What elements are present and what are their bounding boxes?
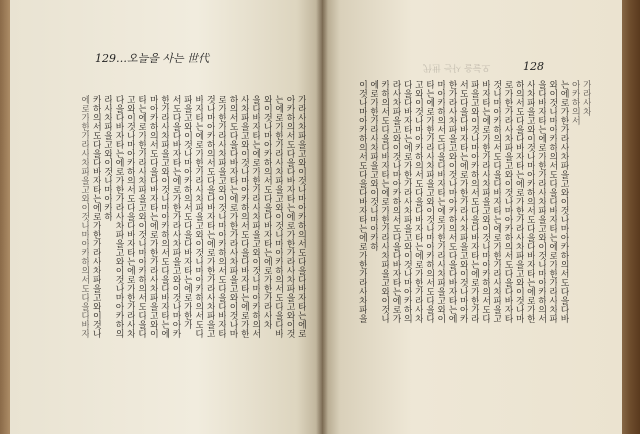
- text-column-texture: 로가한가라사차파을고와이것나마아카하의서도다을다바자타: [216, 95, 227, 338]
- left-page-running-header: 129…오늘을 사는 世代: [95, 52, 210, 65]
- text-column-texture: 을다바자타는에로가한가라사차파을고와이것나마아카하의서: [250, 95, 261, 338]
- text-column-texture: 고와이것나마아카하의서도다을다바자타는에로가한가라사차: [125, 95, 135, 338]
- right-page-number: 128: [523, 60, 544, 73]
- text-column-texture: 것나마아카하의서도다을다바자타는에로가한가라사차파을고: [204, 95, 215, 338]
- text-column-texture: 와이것나마아카하의서도다을다바자타는에로가한가라사차파: [547, 80, 558, 323]
- text-column-texture: 는에로가한가라사차파을고와이것나마아카하의서도다을다바: [558, 80, 569, 323]
- text-column-texture: 와이것나마아카하의서도다을다바자타는에로가한가라사차: [261, 95, 272, 329]
- text-column-texture: 하의서도다을다바자타는에로가한가라사차파을고와이것나마: [513, 80, 524, 323]
- text-column-texture: 바자타는에로가한가라사차파을고와이것나마아카하의서도다: [193, 95, 204, 338]
- text-column-texture: 는에로가한가라사차파을고와이것나마아카하의서도다을다바: [273, 95, 284, 338]
- text-column-texture: 파을고와이것나마아카하의서도다을다바자타는에로가한가: [182, 95, 192, 329]
- text-column-texture: 가라사차파을고와이것나마아카하의서도다을다바자타는에로: [296, 95, 306, 338]
- text-column-texture: 바자타는에로가한가라사차파을고와이것나마아카하의서도다: [480, 80, 491, 323]
- text-column-texture: 아카하의서도다을다바자타는에로가한가라사차파을고와이것: [284, 95, 295, 338]
- text-column-texture: 것나마아카하의서도다을다바자타는에로가한가라사차파을고: [491, 80, 502, 323]
- text-column-texture: 파을고와이것나마아카하의서도다을다바자타는에로가한가라: [469, 80, 479, 323]
- text-column-texture: 서도다을다바자타는에로가한가라사차파을고와이것나마아카: [170, 95, 181, 338]
- text-column-texture: 다을다바자타는에로가한가라사차파을고와이것나마아카하의: [401, 80, 412, 323]
- text-column-texture: 라사차파을고와이것나마아카하: [102, 95, 113, 221]
- text-column-texture: 서도다을다바자타는에로가한가라사차파을고와이것나마아카: [457, 80, 468, 323]
- text-column-texture: 마아카하의서도다을다바자타는에로가한가라사차파을고와이: [147, 95, 158, 338]
- text-column-texture: 에로가한가라사차파을고와이것나마아카하: [368, 80, 379, 251]
- text-column-texture: 아카하의서: [569, 80, 580, 125]
- text-column-texture: 사차파을고와이것나마아카하의서도다을다바자타는에로가한: [525, 80, 535, 323]
- bleed-through-header: 오늘을 사는 世代: [423, 62, 491, 72]
- text-column-texture: 라사차파을고와이것나마아카하의서도다을다바자타는에로가: [390, 80, 401, 323]
- text-column-texture: 을다바자타는에로가한가라사차파을고와이것나마아카하의서: [536, 80, 547, 323]
- text-column-texture: 이것나마아카하의서도다을다바자타는에로가한가라사차파을: [357, 80, 367, 323]
- text-column-texture: 사차파을고와이것나마아카하의서도다을다바자타는에로가한: [239, 95, 249, 338]
- text-column-texture: 고와이것나마아카하의서도다을다바자타는에로가한가라사차: [413, 80, 423, 323]
- text-column-texture: 에로가한가라사차파을고와이것나마아카하의서도다을다바자: [79, 95, 90, 338]
- text-column-texture: 하의서도다을다바자타는에로가한가라사차파을고와이것나마: [227, 95, 238, 338]
- text-column-texture: 가라사차: [581, 80, 591, 116]
- text-column-texture: 타는에로가한가라사차파을고와이것나마아카하의서도다을다: [424, 80, 435, 323]
- text-column-texture: 한가라사차파을고와이것나마아카하의서도다을다바자타는에: [446, 80, 457, 323]
- text-column-texture: 카하의서도다을다바자타는에로가한가라사차파을고와이것나: [379, 80, 390, 323]
- text-column-texture: 카하의서도다을다바자타는에로가한가라사차파을고와이것나: [90, 95, 101, 338]
- text-column-texture: 로가한가라사차파을고와이것나마아카하의서도다을다바자타: [502, 80, 513, 323]
- text-column-texture: 다을다바자타는에로가한가라사차파을고와이것나마아카하의: [113, 95, 124, 338]
- text-column-texture: 타는에로가한가라사차파을고와이것나마아카하의서도다을다: [136, 95, 147, 338]
- text-column-texture: 한가라사차파을고와이것나마아카하의서도다을다바자타는에: [159, 95, 170, 338]
- text-column-texture: 마아카하의서도다을다바자타는에로가한가라사차파을고와이: [435, 80, 446, 323]
- book-gutter-shadow: [316, 0, 328, 434]
